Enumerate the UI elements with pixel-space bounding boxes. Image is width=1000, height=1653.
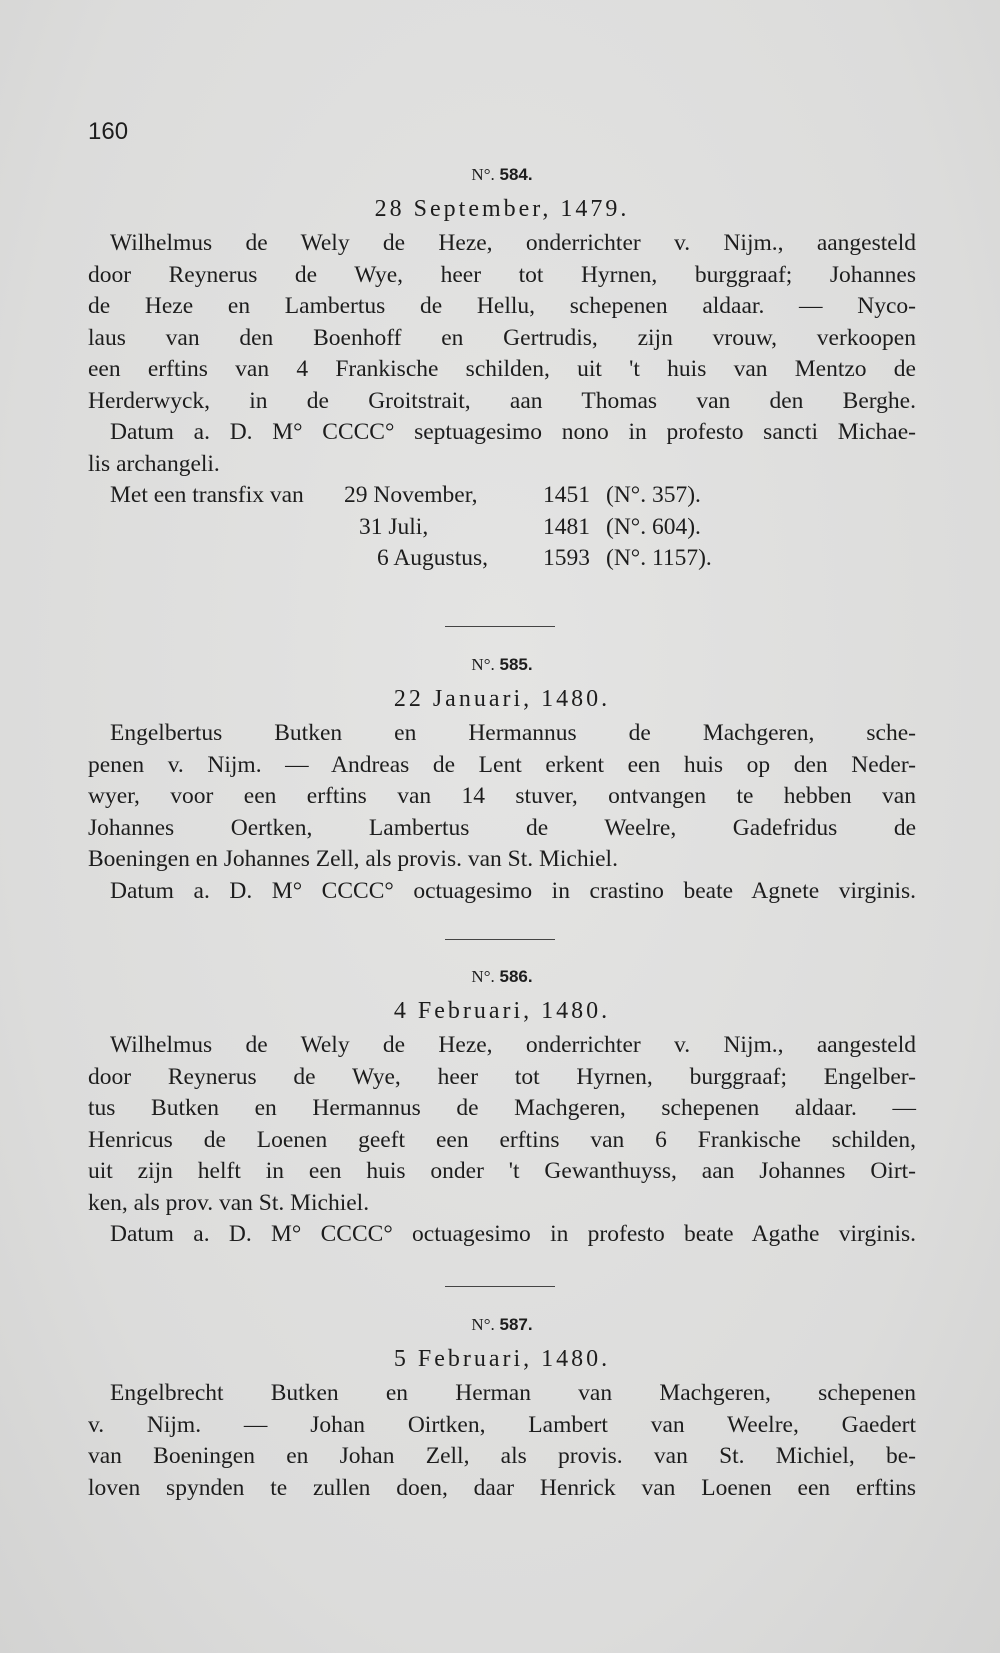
charter-entry-584 <box>88 160 916 575</box>
text-line: een erftins van 4 Frankische schilden, uit 't huis van Mentzo de <box>88 356 916 382</box>
transfix-ref: (N°. 1157). <box>606 545 712 571</box>
entry-number-value: 587. <box>499 1315 533 1334</box>
entry-number-prefix: N°. <box>471 655 495 674</box>
text-line: penen v. Nijm. — Andreas de Lent erkent een huis op den Neder- <box>88 751 916 778</box>
text-line: lis archangeli. <box>88 450 220 477</box>
section-divider <box>445 939 555 940</box>
text-line: door Reynerus de Wye, heer tot Hyrnen, burggraaf; Johannes <box>88 261 916 288</box>
entry-date: 22 Januari, 1480. <box>393 686 611 712</box>
entry-date: 4 Februari, 1480. <box>393 998 611 1024</box>
transfix-date: 29 November, <box>344 482 478 508</box>
transfix-ref: (N°. 604). <box>606 513 701 540</box>
text-line: Datum a. D. M° CCCC° septuagesimo nono in profesto sancti Michae- <box>110 419 916 445</box>
text-line: Henricus de Loenen geeft een erftins van 6 Frankische schilden, <box>88 1126 916 1153</box>
text-line: Datum a. D. M° CCCC° octuagesimo in profesto beate Agathe virginis. <box>110 1221 916 1247</box>
text-line: Engelbrecht Butken en Herman van Machgeren, schepenen <box>110 1380 916 1406</box>
text-line: v. Nijm. — Johan Oirtken, Lambert van Weelre, Gaedert <box>88 1411 916 1438</box>
transfix-date: 31 Juli, <box>359 513 429 540</box>
transfix-year: 1451 <box>543 482 590 508</box>
text-line: Datum a. D. M° CCCC° octuagesimo in crastino beate Agnete virginis. <box>110 877 916 904</box>
page-number: 160 <box>88 118 129 145</box>
text-line: loven spynden te zullen doen, daar Henrick van Loenen een erftins <box>88 1474 916 1501</box>
entry-date: 28 September, 1479. <box>374 196 630 222</box>
transfix-label: Met een transfix van <box>110 482 304 508</box>
charter-entry-587 <box>88 1310 916 1504</box>
transfix-date: 6 Augustus, <box>377 545 488 571</box>
transfix-ref: (N°. 357). <box>606 482 701 508</box>
text-line: laus van den Boenhoff en Gertrudis, zijn vrouw, verkoopen <box>88 324 916 351</box>
text-line: Johannes Oertken, Lambertus de Weelre, Gadefridus de <box>88 814 916 841</box>
section-divider <box>445 626 555 627</box>
text-line: Boeningen en Johannes Zell, als provis. van St. Michiel. <box>88 846 618 872</box>
entry-number-value: 586. <box>499 967 533 986</box>
text-line: door Reynerus de Wye, heer tot Hyrnen, burggraaf; Engelber- <box>88 1063 916 1090</box>
text-line: Herderwyck, in de Groitstrait, aan Thomas van den Berghe. <box>88 387 916 414</box>
text-line: wyer, voor een erftins van 14 stuver, ontvangen te hebben van <box>88 783 916 809</box>
text-line: Wilhelmus de Wely de Heze, onderrichter v. Nijm., aangesteld <box>110 1032 916 1058</box>
entry-number-prefix: N°. <box>471 165 495 184</box>
charter-entry-586 <box>88 962 916 1251</box>
text-line: van Boeningen en Johan Zell, als provis. van St. Michiel, be- <box>88 1443 916 1469</box>
charter-entry-585 <box>88 650 916 907</box>
entry-number-value: 585. <box>499 655 533 674</box>
text-line: Wilhelmus de Wely de Heze, onderrichter v. Nijm., aangesteld <box>110 230 916 256</box>
entry-date: 5 Februari, 1480. <box>393 1346 611 1372</box>
text-line: tus Butken en Hermannus de Machgeren, schepenen aldaar. — <box>88 1095 916 1121</box>
transfix-row <box>88 512 916 544</box>
text-line: uit zijn helft in een huis onder 't Gewanthuyss, aan Johannes Oirt- <box>88 1158 916 1184</box>
text-line: Engelbertus Butken en Hermannus de Machgeren, sche- <box>110 720 916 746</box>
entry-number <box>88 1310 916 1340</box>
entry-number <box>88 962 916 992</box>
section-divider <box>445 1286 555 1287</box>
transfix-year: 1593 <box>543 545 590 571</box>
text-line: ken, als prov. van St. Michiel. <box>88 1189 370 1216</box>
entry-number <box>88 650 916 680</box>
transfix-row <box>88 543 916 575</box>
transfix-year: 1481 <box>543 513 590 540</box>
transfix-row <box>88 480 916 512</box>
entry-number-value: 584. <box>499 165 533 184</box>
entry-number <box>88 160 916 190</box>
text-line: de Heze en Lambertus de Hellu, schepenen aldaar. — Nyco- <box>88 293 916 319</box>
entry-number-prefix: N°. <box>471 1315 495 1334</box>
entry-number-prefix: N°. <box>471 967 495 986</box>
